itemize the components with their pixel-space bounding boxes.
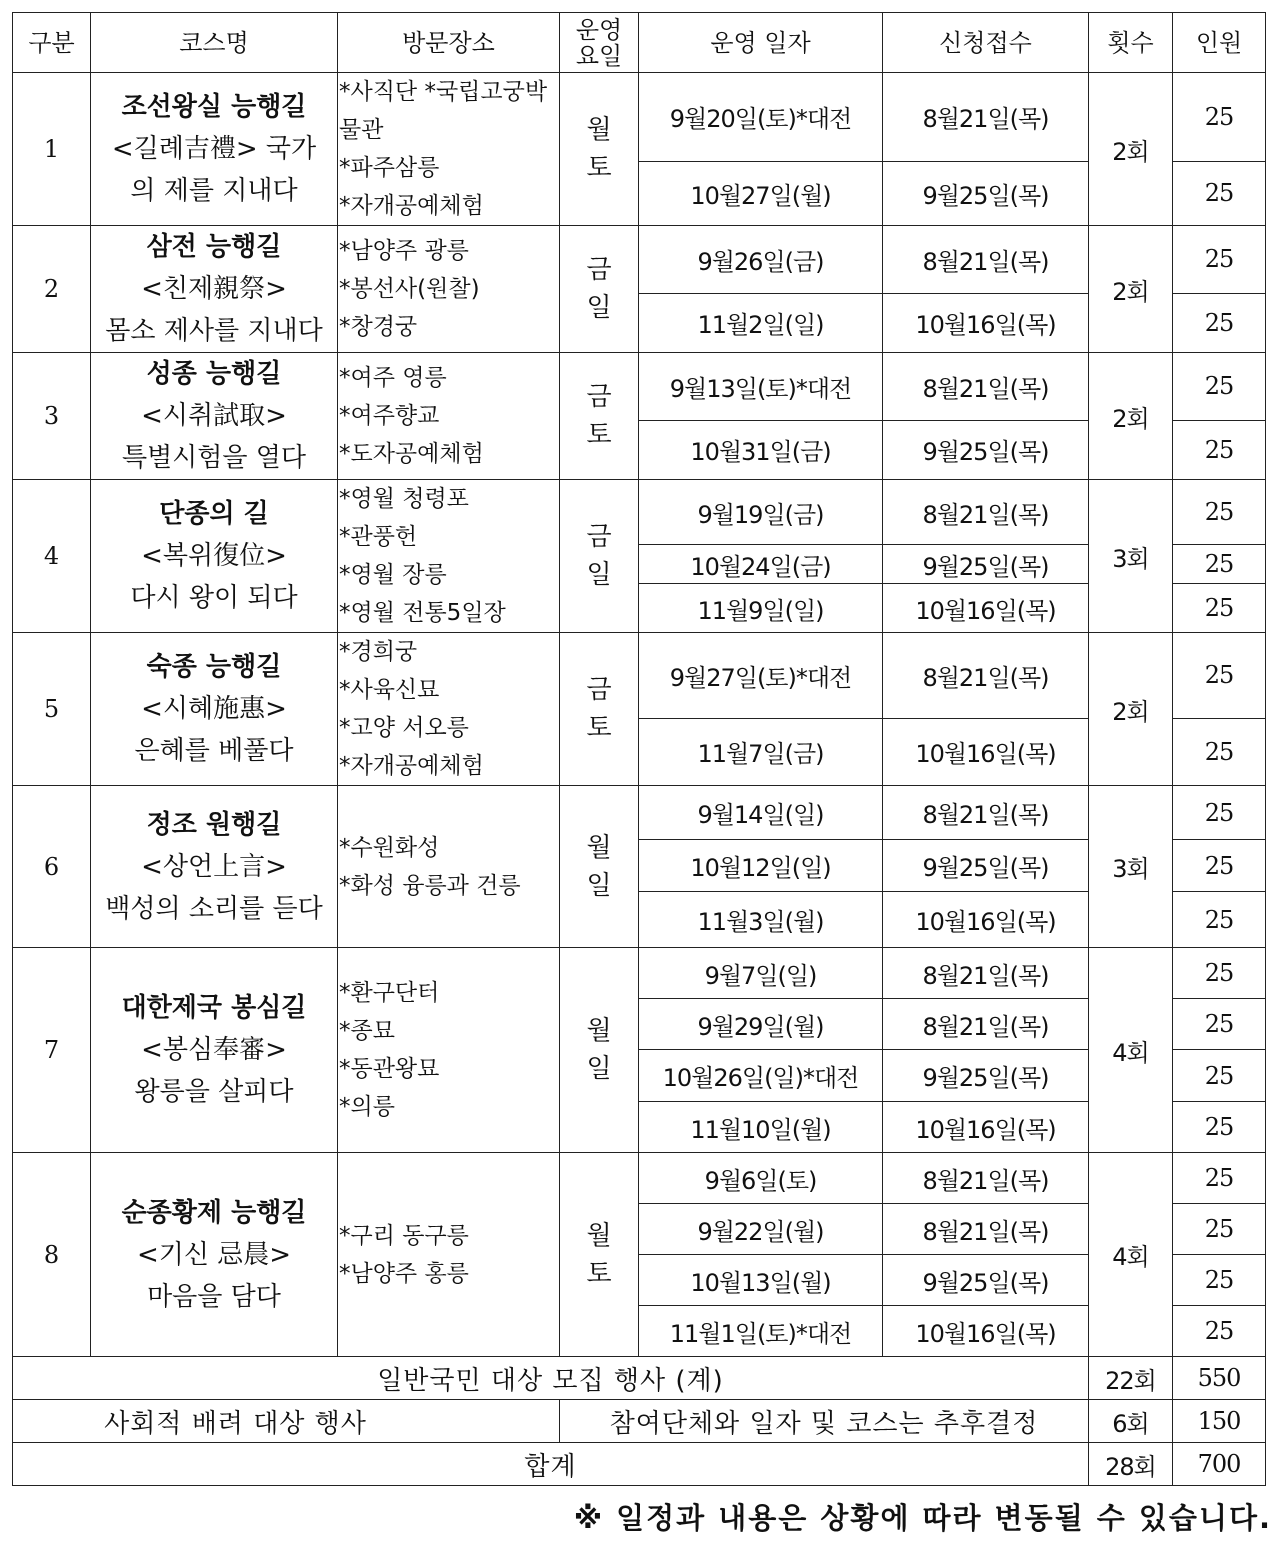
place-item: 물관 [339, 117, 384, 143]
session-row [13, 1153, 1266, 1204]
place-item: *남양주 홍릉 [339, 1260, 469, 1287]
place-item: *종묘 [339, 1018, 395, 1044]
session-date: 9월19일(금) [639, 480, 883, 545]
session-people: 25 [1173, 293, 1266, 352]
course-subtitle: <시혜施惠> [141, 694, 287, 724]
course-title: 단종의 길 [159, 499, 269, 529]
session-apply-date: 8월21일(목) [883, 73, 1089, 162]
place-item: *수원화성 [339, 834, 440, 861]
session-date: 9월7일(일) [639, 948, 883, 999]
session-date: 10월26일(일)*대전 [639, 1050, 883, 1102]
session-apply-date: 10월16일(목) [883, 1102, 1089, 1153]
session-row [13, 73, 1266, 162]
session-apply-date: 8월21일(목) [883, 999, 1089, 1050]
course-number: 2 [13, 226, 91, 353]
summary-general-people: 550 [1173, 1357, 1266, 1400]
session-people: 25 [1173, 718, 1266, 785]
place-item: *남양주 광릉 [339, 238, 469, 264]
course-description: 왕릉을 살피다 [134, 1077, 294, 1107]
session-apply-date: 10월16일(목) [883, 718, 1089, 785]
course-description: 마음을 담다 [147, 1281, 281, 1312]
session-apply-date: 10월16일(목) [883, 293, 1089, 352]
summary-general-count: 22회 [1089, 1357, 1173, 1400]
summary-social-label-text: 사회적 배려 대상 행사 [104, 1408, 367, 1439]
session-apply-date: 8월21일(목) [883, 353, 1089, 421]
summary-social-count: 6회 [1089, 1400, 1173, 1443]
header-count: 횟수 [1089, 13, 1173, 73]
place-item: *자개공예체험 [339, 193, 484, 219]
session-people: 25 [1173, 480, 1266, 545]
place-item: *창경궁 [339, 314, 418, 340]
course-description: 몸소 제사를 지내다 [105, 316, 323, 346]
session-people: 25 [1173, 1153, 1266, 1204]
course-places [338, 480, 560, 633]
course-description: 은혜를 베풀다 [134, 736, 294, 766]
session-people: 25 [1173, 226, 1266, 294]
session-apply-date: 8월21일(목) [883, 1153, 1089, 1204]
session-date: 11월2일(일) [639, 293, 883, 352]
session-apply-date: 8월21일(목) [883, 226, 1089, 294]
session-apply-date: 8월21일(목) [883, 786, 1089, 840]
place-item: *여주향교 [339, 403, 440, 429]
place-item: *도자공예체험 [339, 441, 484, 467]
session-row [13, 480, 1266, 545]
session-people: 25 [1173, 545, 1266, 584]
course-name-cell [91, 73, 338, 226]
place-item: *영월 청령포 [339, 486, 469, 512]
operating-day: 금 [586, 522, 612, 552]
session-people: 25 [1173, 840, 1266, 892]
course-subtitle: <기신 忌晨> [136, 1239, 292, 1270]
course-title: 성종 능행길 [146, 359, 282, 389]
course-days [560, 786, 639, 948]
course-days [560, 948, 639, 1153]
session-date: 10월31일(금) [639, 420, 883, 479]
place-item: *구리 동구릉 [339, 1222, 469, 1249]
course-name-cell [91, 786, 338, 948]
session-date: 11월10일(월) [639, 1102, 883, 1153]
schedule-note: ※ 일정과 내용은 상황에 따라 변동될 수 있습니다. [573, 1501, 1272, 1535]
course-places [338, 948, 560, 1153]
course-description: 특별시험을 열다 [121, 443, 307, 473]
session-apply-date: 9월25일(목) [883, 545, 1089, 584]
session-row [13, 786, 1266, 840]
header-date: 운영 일자 [639, 13, 883, 73]
session-row [13, 226, 1266, 294]
session-apply-date: 10월16일(목) [883, 1306, 1089, 1357]
course-subtitle: <시취試取> [141, 401, 287, 431]
course-count: 3회 [1089, 786, 1173, 948]
session-date: 11월3일(월) [639, 892, 883, 948]
session-date: 9월27일(토)*대전 [639, 633, 883, 719]
course-places [338, 353, 560, 480]
course-name-cell [91, 353, 338, 480]
session-date: 10월24일(금) [639, 545, 883, 584]
operating-day: 토 [586, 1258, 612, 1289]
course-places [338, 73, 560, 226]
operating-day: 토 [586, 420, 612, 450]
schedule-table-wrapper [12, 12, 1265, 1486]
session-people: 25 [1173, 999, 1266, 1050]
session-date: 9월22일(월) [639, 1204, 883, 1255]
session-row [13, 353, 1266, 421]
operating-day: 토 [586, 713, 612, 743]
course-days [560, 226, 639, 353]
place-item: *사직단 *국립고궁박 [339, 79, 548, 105]
course-body [13, 73, 1266, 1357]
course-places [338, 786, 560, 948]
course-days [560, 353, 639, 480]
course-count: 2회 [1089, 73, 1173, 226]
session-date: 9월14일(일) [639, 786, 883, 840]
session-people: 25 [1173, 1050, 1266, 1102]
course-number: 1 [13, 73, 91, 226]
course-days [560, 1153, 639, 1357]
session-people: 25 [1173, 353, 1266, 421]
course-name-cell [91, 226, 338, 353]
session-date: 10월27일(월) [639, 161, 883, 225]
course-count: 2회 [1089, 226, 1173, 353]
place-item: *경희궁 [339, 639, 418, 665]
header-course-name: 코스명 [91, 13, 338, 73]
summary-social-row [13, 1400, 1266, 1443]
session-apply-date: 9월25일(목) [883, 420, 1089, 479]
session-apply-date: 9월25일(목) [883, 161, 1089, 225]
summary-body [13, 1357, 1266, 1486]
session-people: 25 [1173, 1255, 1266, 1306]
course-title: 순종황제 능행길 [121, 1197, 307, 1228]
summary-social-note: 참여단체와 일자 및 코스는 추후결정 [560, 1400, 1089, 1443]
place-item: *영월 전통5일장 [339, 600, 506, 626]
session-people: 25 [1173, 1102, 1266, 1153]
session-date: 11월1일(토)*대전 [639, 1306, 883, 1357]
course-title: 삼전 능행길 [146, 232, 282, 262]
operating-day: 월 [586, 115, 612, 145]
course-description: 의 제를 지내다 [130, 176, 298, 206]
place-item: *봉선사(원찰) [339, 276, 480, 302]
session-people: 25 [1173, 420, 1266, 479]
course-number: 4 [13, 480, 91, 633]
operating-day: 금 [586, 382, 612, 412]
header-apply: 신청접수 [883, 13, 1089, 73]
course-number: 7 [13, 948, 91, 1153]
session-people: 25 [1173, 786, 1266, 840]
summary-social-label [13, 1400, 560, 1443]
place-item: *자개공예체험 [339, 753, 484, 779]
session-apply-date: 8월21일(목) [883, 1204, 1089, 1255]
place-item: *고양 서오릉 [339, 715, 469, 741]
course-title: 정조 원행길 [146, 809, 282, 840]
place-item: *화성 융릉과 건릉 [339, 872, 521, 899]
session-people: 25 [1173, 892, 1266, 948]
course-days [560, 73, 639, 226]
summary-social-people: 150 [1173, 1400, 1266, 1443]
operating-day: 금 [586, 675, 612, 705]
session-date: 11월9일(일) [639, 584, 883, 633]
course-title: 대한제국 봉심길 [121, 993, 307, 1023]
place-item: *관풍헌 [339, 524, 418, 550]
operating-day: 월 [586, 1016, 612, 1046]
summary-total-row [13, 1443, 1266, 1486]
session-apply-date: 8월21일(목) [883, 480, 1089, 545]
session-people: 25 [1173, 633, 1266, 719]
session-row [13, 948, 1266, 999]
course-places [338, 1153, 560, 1357]
session-apply-date: 8월21일(목) [883, 633, 1089, 719]
summary-general-row [13, 1357, 1266, 1400]
course-count: 3회 [1089, 480, 1173, 633]
header-row [13, 13, 1266, 73]
course-count: 2회 [1089, 353, 1173, 480]
operating-day: 일 [586, 293, 612, 323]
session-apply-date: 10월16일(목) [883, 892, 1089, 948]
course-subtitle: <복위復位> [141, 541, 287, 571]
course-number: 3 [13, 353, 91, 480]
course-subtitle: <상언上言> [141, 851, 287, 882]
course-number: 8 [13, 1153, 91, 1357]
session-date: 10월13일(월) [639, 1255, 883, 1306]
operating-day: 토 [586, 153, 612, 183]
course-count: 2회 [1089, 633, 1173, 786]
course-title: 조선왕실 능행길 [121, 92, 307, 122]
header-category: 구분 [13, 13, 91, 73]
summary-total-count: 28회 [1089, 1443, 1173, 1486]
course-subtitle: <친제親祭> [141, 274, 287, 304]
operating-day: 일 [586, 870, 612, 901]
session-date: 9월29일(월) [639, 999, 883, 1050]
operating-day: 일 [586, 560, 612, 590]
operating-day: 월 [586, 832, 612, 863]
session-date: 9월13일(토)*대전 [639, 353, 883, 421]
course-title: 숙종 능행길 [146, 652, 282, 682]
operating-day: 금 [586, 255, 612, 285]
session-apply-date: 9월25일(목) [883, 1050, 1089, 1102]
summary-total-people: 700 [1173, 1443, 1266, 1486]
course-description: 백성의 소리를 듣다 [105, 893, 323, 924]
header-places: 방문장소 [338, 13, 560, 73]
session-date: 10월12일(일) [639, 840, 883, 892]
session-date: 11월7일(금) [639, 718, 883, 785]
course-number: 6 [13, 786, 91, 948]
course-description: 다시 왕이 되다 [130, 583, 298, 613]
session-people: 25 [1173, 1306, 1266, 1357]
session-people: 25 [1173, 161, 1266, 225]
place-item: *영월 장릉 [339, 562, 447, 588]
operating-day: 일 [586, 1054, 612, 1084]
session-date: 9월6일(토) [639, 1153, 883, 1204]
course-days [560, 633, 639, 786]
place-item: *파주삼릉 [339, 155, 440, 181]
summary-general-label: 일반국민 대상 모집 행사 (계) [13, 1357, 1089, 1400]
course-days [560, 480, 639, 633]
session-people: 25 [1173, 73, 1266, 162]
place-item: *사육신묘 [339, 677, 440, 703]
session-apply-date: 8월21일(목) [883, 948, 1089, 999]
schedule-table [12, 12, 1266, 1486]
course-number: 5 [13, 633, 91, 786]
course-subtitle: <봉심奉審> [141, 1035, 287, 1065]
session-apply-date: 9월25일(목) [883, 1255, 1089, 1306]
session-apply-date: 10월16일(목) [883, 584, 1089, 633]
session-date: 9월20일(토)*대전 [639, 73, 883, 162]
session-row [13, 633, 1266, 719]
course-count: 4회 [1089, 948, 1173, 1153]
header-people: 인원 [1173, 13, 1266, 73]
place-item: *여주 영릉 [339, 365, 447, 391]
course-name-cell [91, 948, 338, 1153]
operating-day: 월 [586, 1220, 612, 1251]
session-apply-date: 9월25일(목) [883, 840, 1089, 892]
place-item: *환구단터 [339, 980, 440, 1006]
course-name-cell [91, 633, 338, 786]
course-subtitle: <길례吉禮> 국가 [111, 134, 317, 164]
course-places [338, 633, 560, 786]
header-days: 운영 요일 [560, 13, 639, 73]
course-name-cell [91, 480, 338, 633]
session-people: 25 [1173, 584, 1266, 633]
place-item: *의릉 [339, 1094, 395, 1120]
course-places [338, 226, 560, 353]
course-count: 4회 [1089, 1153, 1173, 1357]
session-people: 25 [1173, 1204, 1266, 1255]
session-people: 25 [1173, 948, 1266, 999]
course-name-cell [91, 1153, 338, 1357]
place-item: *동관왕묘 [339, 1056, 440, 1082]
summary-total-label: 합계 [13, 1443, 1089, 1486]
session-date: 9월26일(금) [639, 226, 883, 294]
